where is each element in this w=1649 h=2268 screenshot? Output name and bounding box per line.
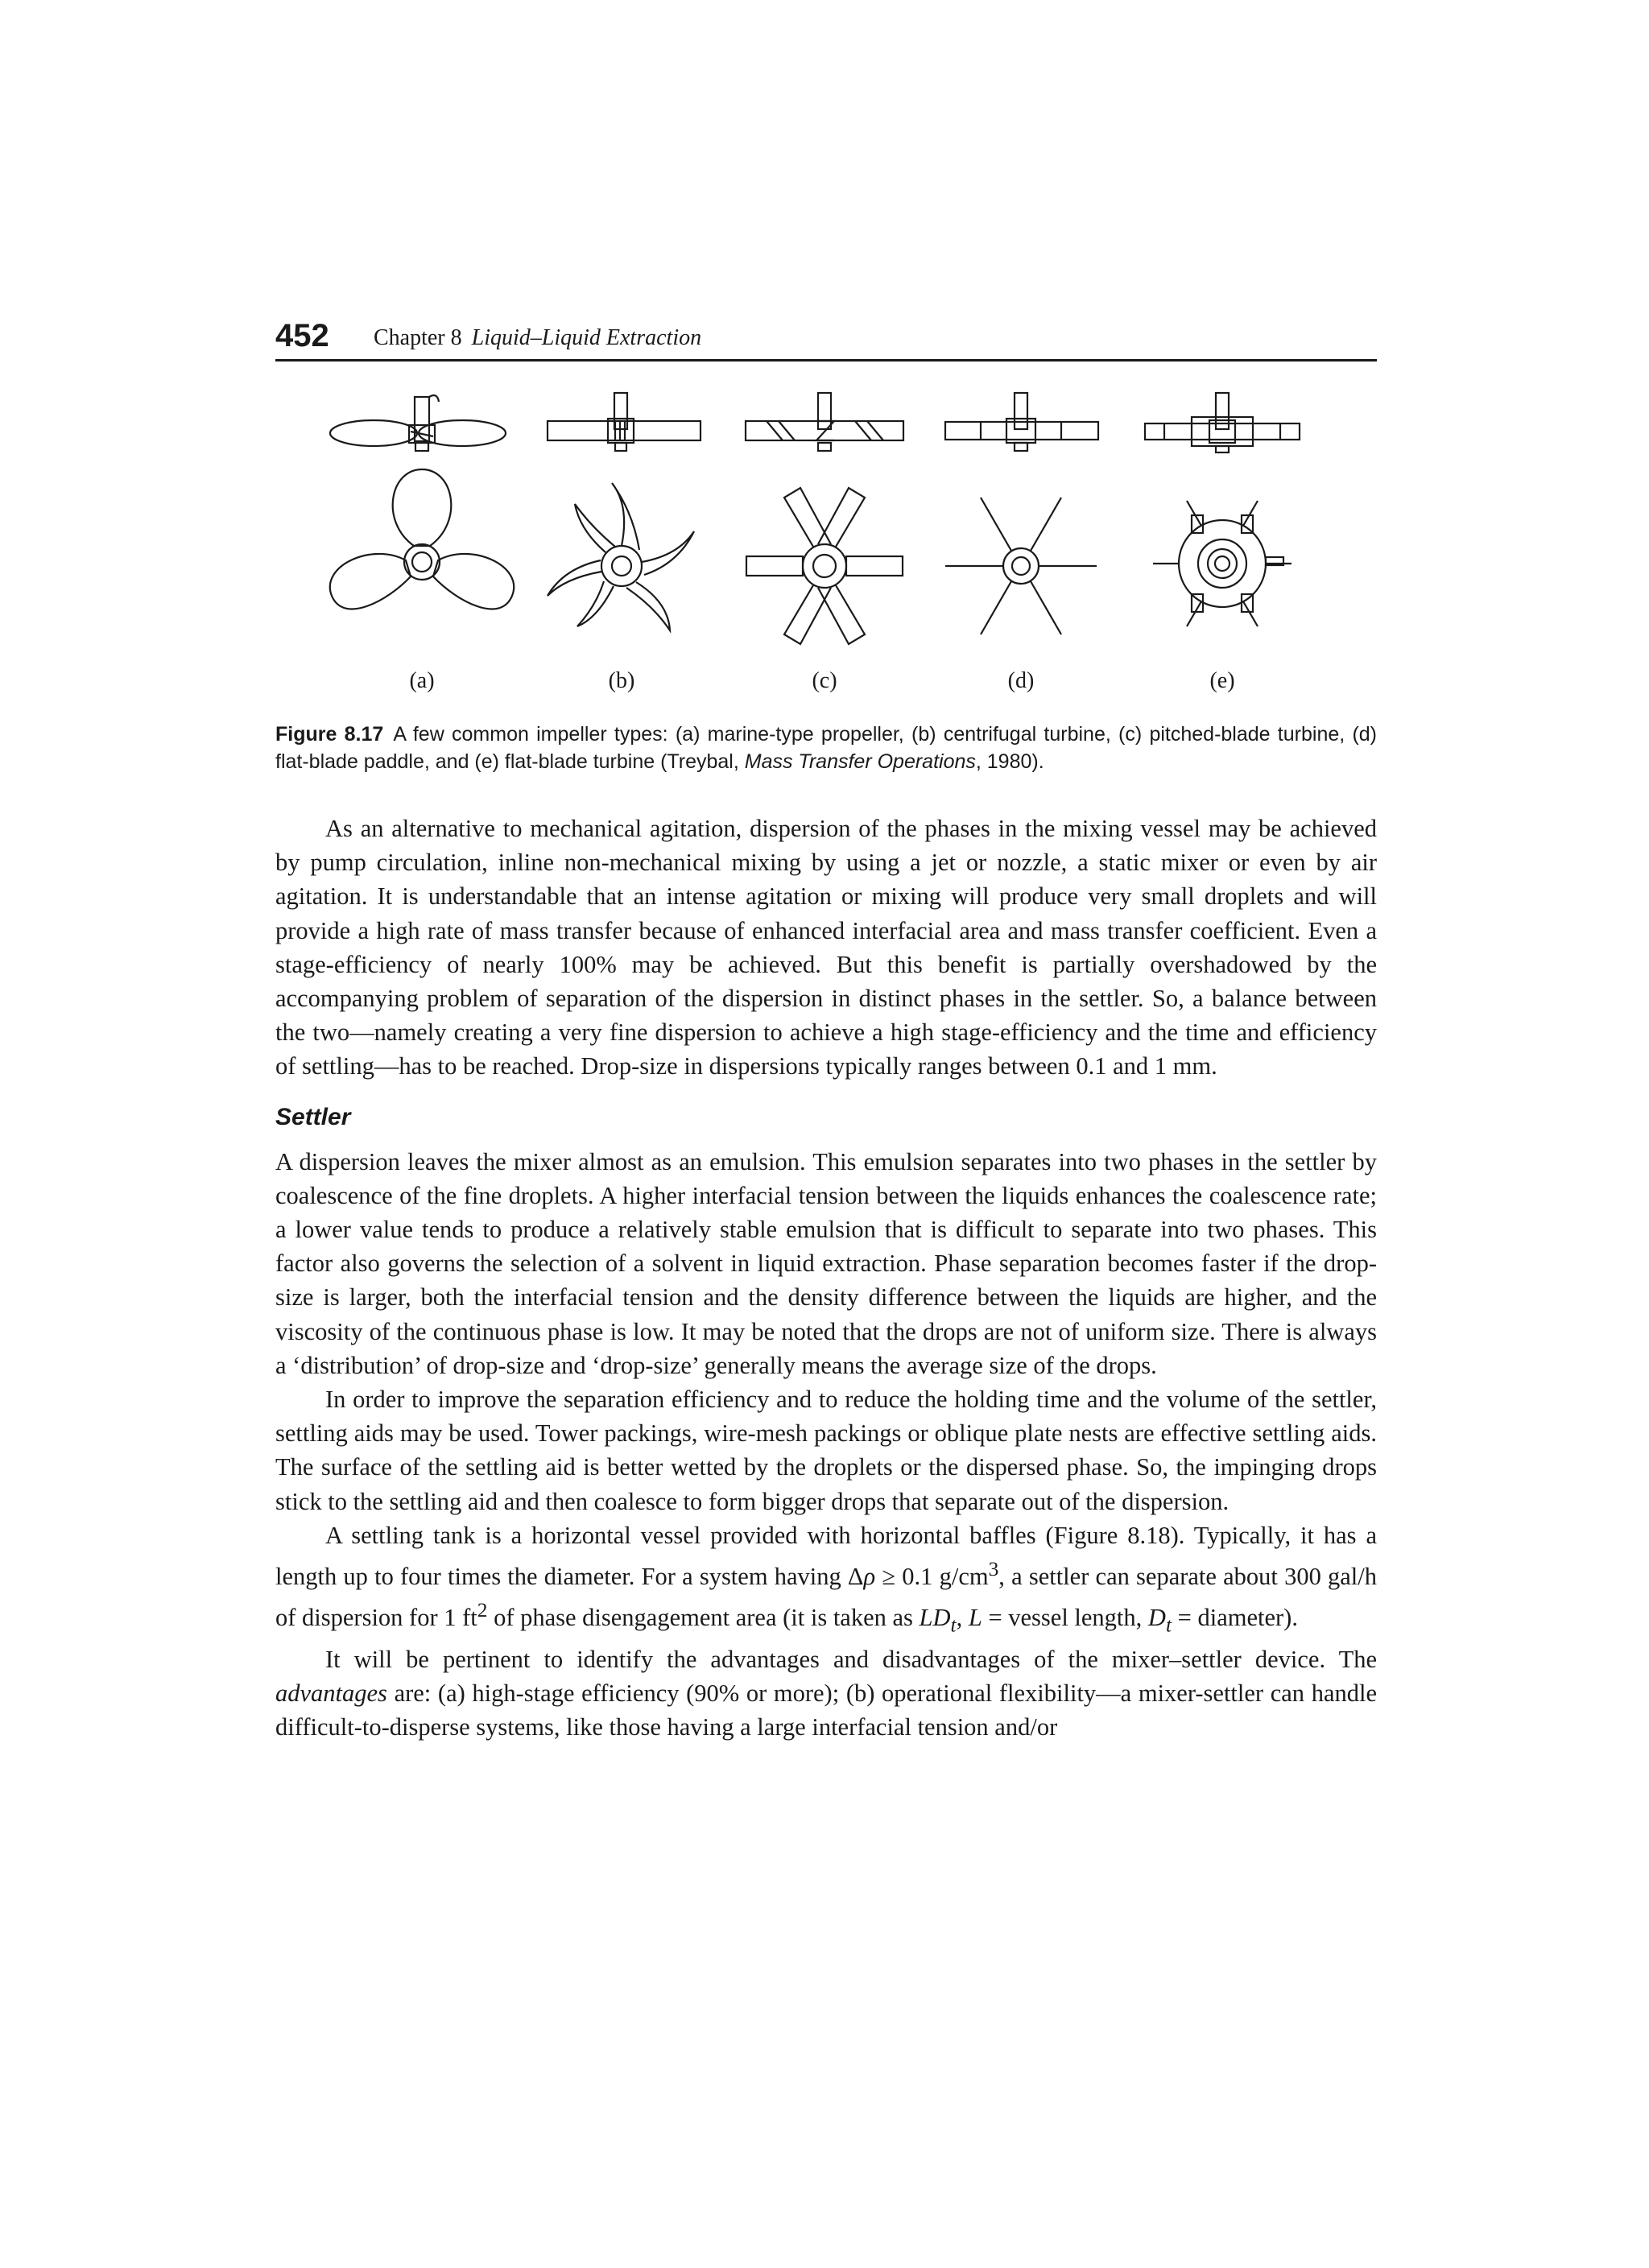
p4-text-4: of phase disengagement area (it is taken as [487, 1604, 920, 1632]
running-header [275, 316, 1377, 361]
impeller-a-side-view [330, 395, 506, 451]
p4-sup-2: 2 [477, 1599, 488, 1622]
impeller-d-side-view [945, 393, 1098, 451]
impeller-a-top-view [330, 469, 514, 609]
paragraph-3: In order to improve the separation efficiency and to reduce the holding time and the volume of the settler, settling aids may be used. Tower packings, wire-mesh packings or oblique plate nests are effective settling aids. The surface of the settling aid is better wetted by the droplets or the dispersed phase. So, the impinging drops stick to the settling aid and then coalesce to form bigger drops that separate out of the dispersion. [275, 1386, 1377, 1515]
figure-8-17 [275, 385, 1377, 707]
p4-D: D [1147, 1604, 1166, 1632]
paragraph-4 [275, 1518, 1377, 1642]
body-text [275, 812, 1377, 1744]
impeller-b-top-view [548, 483, 694, 630]
p4-text-2: ≥ 0.1 g/cm [875, 1563, 989, 1591]
p5-advantages: advantages [275, 1679, 387, 1708]
p4-rho: ρ [863, 1563, 876, 1591]
impeller-e-top-view [1153, 501, 1292, 626]
p5-text-1: It will be pertinent to identify the advantages and disadvantages of the mixer–settler device. The [325, 1645, 1377, 1673]
figure-label-d: (d) [1007, 668, 1035, 693]
figure-label-a: (a) [409, 668, 435, 693]
figure-label-b: (b) [608, 668, 635, 693]
p4-L: L [968, 1604, 982, 1632]
impeller-b-side-view [548, 393, 701, 451]
impeller-c-side-view [746, 393, 903, 451]
p5-text-2: are: (a) high-stage efficiency (90% or more); (b) operational flexibility—a mixer-settler can handle difficult-to-disperse systems, like those having a large interfacial tension and/or [275, 1679, 1377, 1741]
p4-text-1: A settling tank is a horizontal vessel provided with horizontal baffles (Figure 8.18). Typically, it has a length up to four times the diameter. For a system having Δ [275, 1521, 1377, 1591]
p4-text-3: , a settler can separate about 300 gal/h of dispersion for 1 ft [275, 1563, 1377, 1632]
p4-sub-1: t [950, 1613, 957, 1637]
paragraph-1: As an alternative to mechanical agitation, dispersion of the phases in the mixing vessel may be achieved by pump circulation, inline non-mechanical mixing by using a jet or nozzle, a static mixer or even by air agitation. It is understandable that an intense agitation or mixing will produce very small droplets and will provide a high rate of mass transfer because of enhanced interfacial area and mass transfer coefficient. Even a stage-efficiency of nearly 100% may be achieved. But this benefit is partially overshadowed by the accompanying problem of separation of the dispersion in distinct phases in the settler. So, a balance between the two—namely creating a very fine dispersion to achieve a high stage-efficiency and the time and efficiency of settling—has to be reached. Drop-size in dispersions typically ranges between 0.1 and 1 mm. [275, 815, 1377, 1080]
caption-end: , 1980). [975, 750, 1044, 773]
impeller-c-top-view [746, 488, 903, 644]
impeller-drawings [275, 385, 1377, 659]
figure-label-e: (e) [1209, 668, 1235, 693]
caption-source: Mass Transfer Operations [744, 750, 976, 773]
p4-text-6: = vessel length, [982, 1604, 1148, 1632]
p4-text-7: = diameter). [1172, 1604, 1298, 1632]
section-heading-settler: Settler [275, 1103, 351, 1130]
p4-text-5: , [956, 1604, 969, 1632]
p4-sub-2: t [1165, 1613, 1172, 1637]
chapter-number: Chapter 8 [374, 325, 462, 350]
paragraph-5 [275, 1642, 1377, 1745]
p4-ld: LD [919, 1604, 951, 1632]
figure-label-c: (c) [812, 668, 837, 693]
figure-caption [275, 721, 1377, 775]
caption-text: A few common impeller types: (a) marine-type propeller, (b) centrifugal turbine, (c) pitched-blade turbine, (d) flat-blade paddle, and (e) flat-blade turbine (Treybal, [275, 723, 1378, 773]
chapter-title: Liquid–Liquid Extraction [471, 325, 702, 350]
paragraph-2: A dispersion leaves the mixer almost as an emulsion. This emulsion separates into two phases in the settler by coalescence of the fine droplets. A higher interfacial tension between the liquids enhances the coalescence rate; a lower value tends to produce a relatively stable emulsion that is difficult to separate into two phases. This factor also governs the selection of a solvent in liquid extraction. Phase separation becomes faster if the drop-size is larger, both the interfacial tension and the density difference between the liquids are higher, and the viscosity of the continuous phase is low. It may be noted that the drops are not of uniform size. There is always a ‘distribution’ of drop-size and ‘drop-size’ generally means the average size of the drops. [275, 1147, 1377, 1379]
running-head [374, 322, 701, 354]
page-number: 452 [275, 318, 329, 353]
caption-label: Figure 8.17 [275, 723, 384, 746]
impeller-e-side-view [1145, 393, 1300, 452]
impeller-d-top-view [945, 498, 1097, 634]
p4-sup-1: 3 [988, 1558, 999, 1581]
